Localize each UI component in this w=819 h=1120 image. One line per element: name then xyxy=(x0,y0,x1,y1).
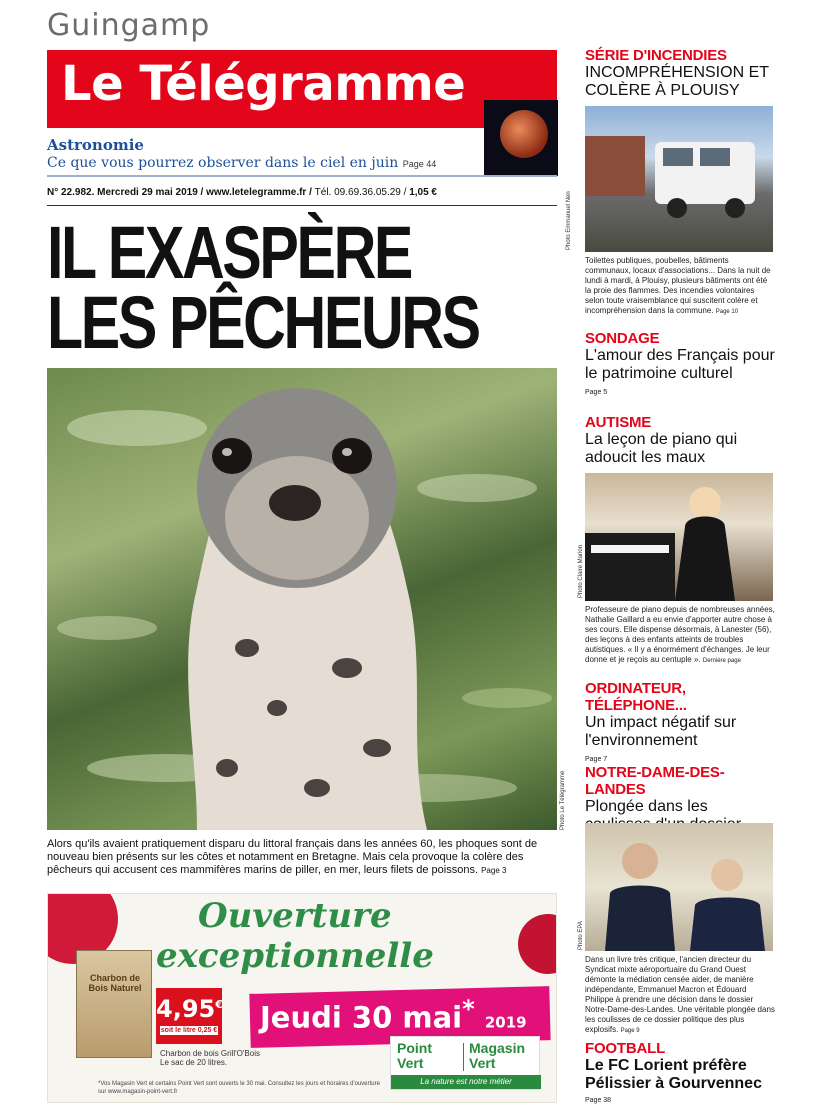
teaser-kicker: Astronomie xyxy=(47,136,144,154)
fires-photo[interactable] xyxy=(585,106,773,252)
edition-name: Guingamp xyxy=(47,8,211,43)
headline-line-1: IL EXASPÈRE xyxy=(47,211,412,294)
caption-page-ref: Page 3 xyxy=(481,866,507,875)
brand-separator xyxy=(463,1043,464,1071)
photo-credit: Photo EPA xyxy=(578,921,584,950)
photo-credit: Photo Claire Marion xyxy=(578,544,584,598)
brand-point-vert: Point Vert xyxy=(397,1040,432,1071)
brand-tagline: La nature est notre métier xyxy=(391,1075,541,1089)
story-page-ref: Page 7 xyxy=(585,756,608,763)
issue-number: N° 22.982. Mercredi 29 mai 2019 xyxy=(47,187,198,198)
photo-caption xyxy=(47,838,559,877)
story-title: La leçon de piano qui adoucit les maux xyxy=(585,431,738,466)
teaser-text xyxy=(47,155,484,171)
price-amount: 4,95 xyxy=(156,995,216,1023)
story-poll[interactable] xyxy=(585,330,775,396)
story-fires[interactable] xyxy=(585,47,775,100)
story-environment[interactable] xyxy=(585,680,775,763)
teaser-text-main: Ce que vous pourrez observer dans le ciel en juin xyxy=(47,155,399,171)
story-page-ref: Dernière page xyxy=(702,658,741,664)
price-currency: € xyxy=(215,998,223,1011)
ad-date-mark: * xyxy=(462,995,475,1023)
story-title: Plongée dans les xyxy=(585,798,708,815)
story-football[interactable] xyxy=(585,1040,775,1104)
story-kicker: FOOTBALL xyxy=(585,1040,666,1057)
moon-image xyxy=(500,110,548,158)
masthead[interactable] xyxy=(47,50,557,128)
photo-credit: Photo Emmanuel Nen xyxy=(566,191,572,250)
story-body-text: Toilettes publiques, poubelles, bâtiments communaux, locaux d'associations... Dans la nuit de lundi à mardi, à Plouisy, plusieurs bâtiments ont été la proie des flammes. Des incendies volontaires selon toute vraisemblance qui suscitent colère et incompréhension dans la commune. xyxy=(585,256,771,315)
story-kicker: NOTRE-DAME-DES-LANDES xyxy=(585,764,725,798)
main-headline[interactable] xyxy=(47,211,559,364)
price-per-litre: soit le litre 0,25 € xyxy=(160,1027,218,1034)
issue-phone: Tél. 09.69.36.05.29 / xyxy=(314,187,407,198)
price-tag xyxy=(156,988,222,1044)
story-page-ref: Page 10 xyxy=(715,309,739,315)
teaser-page-ref: Page 44 xyxy=(402,159,437,169)
van-illustration xyxy=(585,106,773,252)
story-autism[interactable] xyxy=(585,414,775,467)
story-body-text: Professeure de piano depuis de nombreuses années, Nathalie Gaillard a eu envie d'apporter autre chose à ses cours. Elle dispense désormais, à Lanester (56), des leçons à des enfants atteints de troubles autistiques. « Il y a énormément d'échanges. Je leur donne et je reçois au centuple ». xyxy=(585,605,775,664)
ad-date-year: 2019 xyxy=(484,1013,527,1032)
divider xyxy=(47,175,557,177)
issue-site: / www.letelegramme.fr / xyxy=(200,187,312,198)
advertisement[interactable] xyxy=(47,893,557,1103)
story-body xyxy=(585,256,775,317)
ad-title-line-1: Ouverture xyxy=(198,896,392,936)
story-page-ref: Page 9 xyxy=(620,1028,640,1034)
headline-line-2: LES PÊCHEURS xyxy=(47,281,479,364)
photo-credit: Photo Le Télégramme xyxy=(560,770,566,830)
seal-illustration xyxy=(47,368,557,830)
eclipse-photo[interactable] xyxy=(484,100,558,176)
product-size: Le sac de 20 litres. xyxy=(160,1058,228,1067)
story-kicker: SÉRIE D'INCENDIES xyxy=(585,47,727,64)
brand-logo xyxy=(390,1036,540,1090)
story-kicker: SONDAGE xyxy=(585,330,660,347)
issue-info xyxy=(47,187,557,198)
story-title: Un impact négatif sur l'environnement xyxy=(585,714,737,749)
ad-title-line-2: exceptionnelle xyxy=(156,936,434,976)
astronomy-teaser[interactable] xyxy=(47,136,484,171)
seal-photo[interactable] xyxy=(47,368,557,830)
politicians-illustration xyxy=(585,823,773,951)
ad-date-text: Jeudi 30 mai xyxy=(260,1000,463,1035)
product-name: Charbon de bois Grill'O'Bois xyxy=(160,1049,260,1058)
story-kicker: ORDINATEUR, TÉLÉPHONE... xyxy=(585,680,687,714)
ad-date xyxy=(260,995,527,1035)
newspaper-title: Le Télégramme xyxy=(61,56,466,112)
piano-illustration xyxy=(585,473,773,601)
brand-magasin-vert: Magasin Vert xyxy=(469,1040,526,1071)
bag-label: Charbon de Bois Naturel xyxy=(88,973,142,993)
story-body xyxy=(585,605,775,666)
story-body xyxy=(585,955,775,1036)
story-title: Le FC Lorient préfère Pélissier à Gourvennec xyxy=(585,1057,762,1092)
story-page-ref: Page 5 xyxy=(585,389,608,396)
product-info xyxy=(160,1049,260,1067)
story-title: L'amour des Français pour le patrimoine culturel xyxy=(585,347,775,382)
story-body-text: Dans un livre très critique, l'ancien directeur du Syndicat mixte aéroportuaire du Grand Ouest démonte la médiation censée aider, de manière indépendante, Emmanuel Macron et Édouard Philippe à prendre une décision dans le dossier Notre-Dame-des-Landes. Une véritable plongée dans les coulisses de ce dossier politique des plus explosifs. xyxy=(585,955,775,1034)
charcoal-bag-image xyxy=(76,950,152,1058)
story-kicker: AUTISME xyxy=(585,414,652,431)
story-title: INCOMPRÉHENSION ET COLÈRE À PLOUISY xyxy=(585,64,769,99)
piano-photo[interactable] xyxy=(585,473,773,601)
divider xyxy=(47,205,557,206)
flower-decoration xyxy=(518,914,557,974)
ad-fine-print: *Vos Magasin Vert et certains Point Vert sont ouverts le 30 mai. Consultez les jours et horaires d'ouverture sur www.magasin-point-vert.fr xyxy=(98,1081,380,1095)
caption-text: Alors qu'ils avaient pratiquement disparu du littoral français dans les années 60, les phoques sont de nouveau bien présents sur les côtes et notamment en Bretagne. Mais cela provoque la colère des pêcheurs qui accusent ces mammifères marins de piller, en mer, leurs filets de poissons. xyxy=(47,838,538,876)
story-page-ref: Page 38 xyxy=(585,1097,612,1104)
price-value xyxy=(156,988,222,1026)
issue-price: 1,05 € xyxy=(409,187,437,198)
politicians-photo[interactable] xyxy=(585,823,773,951)
